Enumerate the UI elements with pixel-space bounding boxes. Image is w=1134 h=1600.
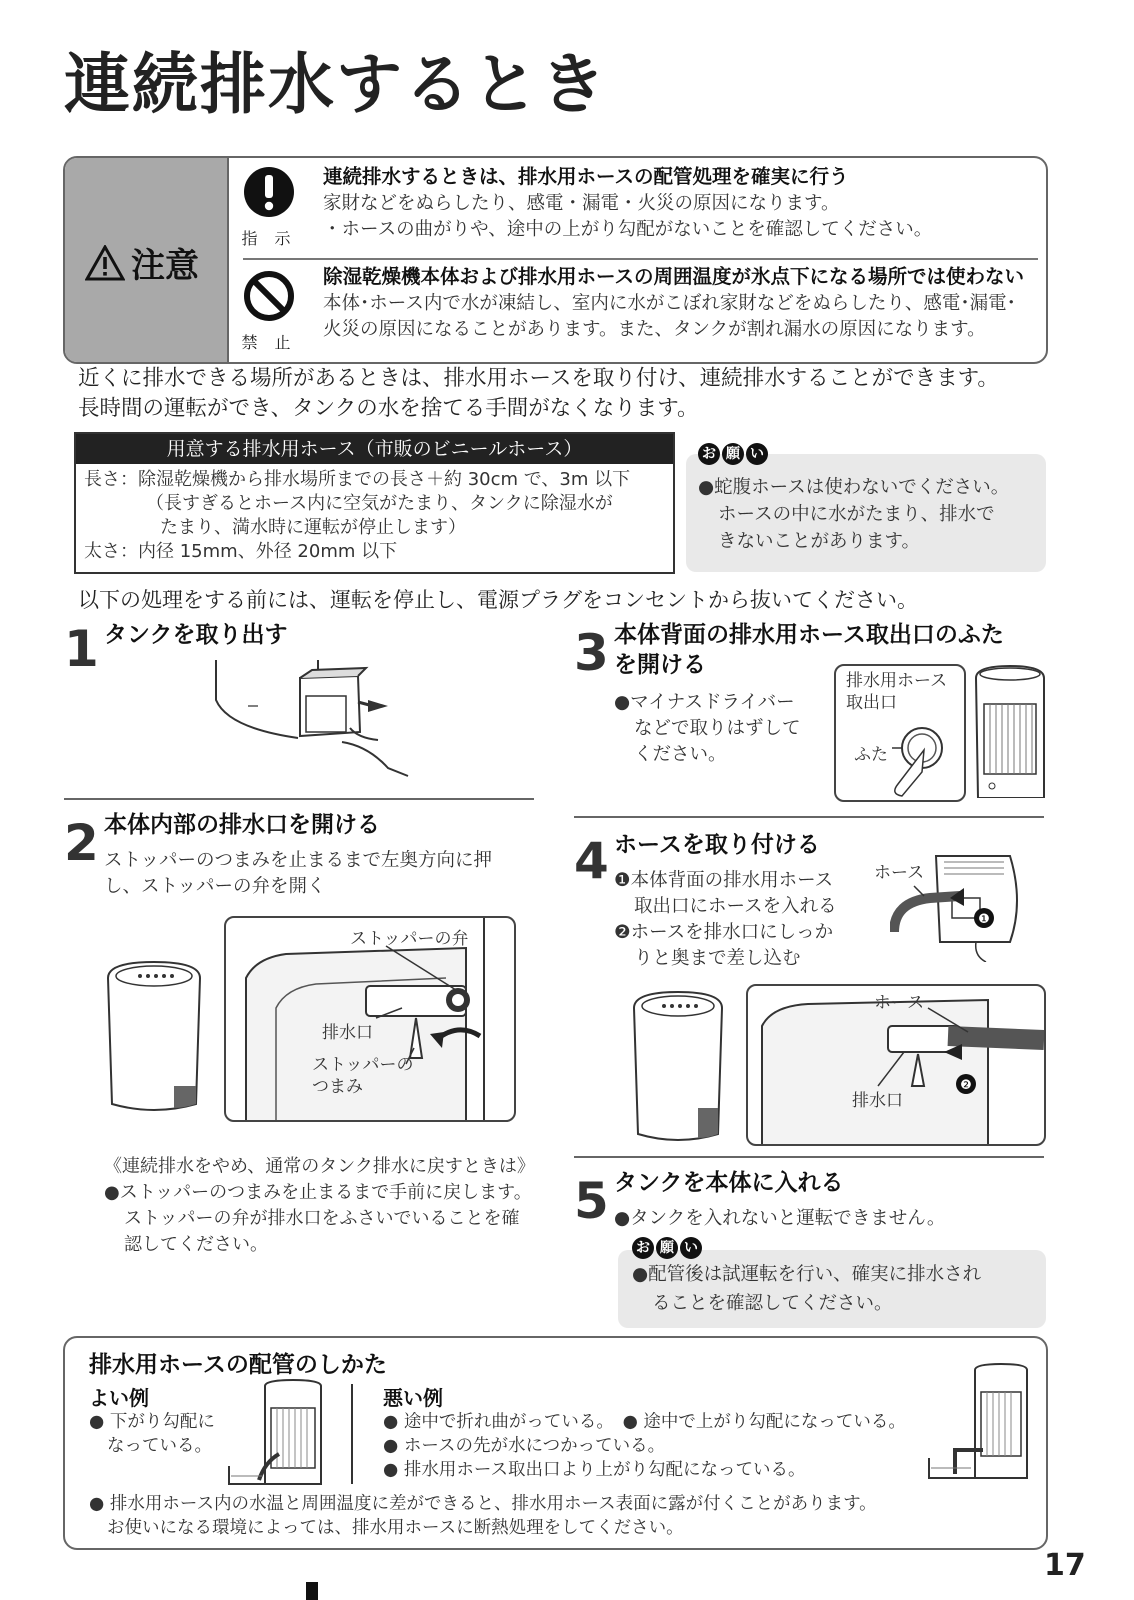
request-note-2 — [618, 1250, 1046, 1328]
instruction-symbol — [237, 166, 301, 249]
bad-example-heading: 悪い例 — [383, 1386, 443, 1410]
dehumidifier-front-illustration-1 — [104, 958, 214, 1118]
step-3-title-line2: を開ける — [614, 652, 706, 678]
step-2-body — [104, 848, 492, 900]
label-hose-top: ホース — [874, 863, 925, 883]
caution-divider — [243, 258, 1038, 260]
hose-spec-header: 用意する排水用ホース（市販のビニールホース） — [76, 434, 673, 464]
revert-line2: ストッパーの弁が排水口をふさいでいることを確 — [124, 1208, 520, 1229]
bad-example-text: ● 途中で折れ曲がっている。 ● 途中で上がり勾配になっている。 ● ホースの先が水につかっている。 ● 排水用ホース取出口より上がり勾配になっている。 — [383, 1412, 906, 1480]
caution-box — [63, 156, 1048, 364]
hose-spec-length: 長さ：除湿乾燥機から排水場所までの長さ＋約 30cm で、3m 以下 — [84, 469, 631, 490]
revert-line1: ●ストッパーのつまみを止まるまで手前に戻します。 — [104, 1182, 532, 1203]
hose-spec-table — [74, 432, 675, 574]
divider-step3 — [574, 816, 1044, 818]
hose-spec-note1: （長すぎるとホース内に空気がたまり、タンクに除湿水が — [146, 493, 613, 514]
good-example-text: ● 下がり勾配に なっている。 — [89, 1412, 215, 1456]
note1-line2: ホースの中に水がたまり、排水で — [718, 504, 995, 525]
step-4-line4: りと奥まで差し込む — [634, 948, 801, 969]
revert-heading: 《連続排水をやめ、通常のタンク排水に戻すときは》 — [104, 1156, 535, 1177]
step-5-body: ●タンクを入れないと運転できません。 — [614, 1208, 946, 1229]
good-example-illustration — [225, 1378, 335, 1488]
bad-example-illustration — [925, 1362, 1035, 1482]
step-2-revert-note — [104, 1154, 535, 1258]
prohibition-icon — [243, 270, 295, 322]
caution-item-2-line2: 火災の原因になることがあります。また、タンクが割れ漏水の原因になります。 — [323, 319, 986, 340]
hose-spec-thickness: 太さ：内径 15mm、外径 20mm 以下 — [84, 541, 398, 562]
caution-label: 注意 — [131, 246, 199, 286]
divider-step1 — [64, 798, 534, 800]
step-4-title: ホースを取り付ける — [614, 832, 820, 858]
caution-item-2 — [323, 264, 1024, 343]
page-number: 17 — [1044, 1548, 1086, 1583]
intro-line1: 近くに排水できる場所があるときは、排水用ホースを取り付け、連続排水することができます。 — [78, 366, 999, 391]
step-2-line1: ストッパーのつまみを止まるまで左奥方向に押 — [104, 850, 492, 871]
hose-connection-detail-panel — [746, 984, 1046, 1146]
request-note-1 — [686, 454, 1046, 572]
drain-valve-detail-panel — [224, 916, 516, 1122]
note1-line3: きないことがあります。 — [718, 531, 921, 552]
step-2-number: 2 — [64, 814, 99, 872]
step-3-body — [614, 690, 801, 768]
step-3-line3: ください。 — [634, 744, 727, 765]
step-4-number: 4 — [574, 832, 609, 890]
hose-outlet-lid-panel — [834, 664, 966, 802]
step-2-title: 本体内部の排水口を開ける — [104, 812, 380, 838]
onegai-badge-2: お 願 い — [632, 1237, 702, 1259]
label-drain-outlet: 排水口 — [322, 1023, 373, 1043]
dehumidifier-back-illustration — [970, 664, 1046, 798]
label-hose-outlet: 排水用ホース 取出口 — [846, 671, 948, 713]
caution-item-1-line2: ・ホースの曲がりや、途中の上がり勾配がないことを確認してください。 — [323, 219, 933, 240]
tank-removal-illustration — [208, 656, 428, 786]
piping-guide-box — [63, 1336, 1048, 1550]
pre-step-instruction: 以下の処理をする前には、運転を停止し、電源プラグをコンセントから抜いてください。 — [78, 588, 918, 612]
note2-line1: ●配管後は試運転を行い、確実に排水され — [632, 1264, 982, 1285]
step-3-line1: ●マイナスドライバー — [614, 692, 795, 713]
label-stopper-knob: ストッパーの つまみ — [312, 1055, 414, 1097]
hose-insert-mark: ❶ — [978, 912, 990, 927]
label-stopper-valve: ストッパーの弁 — [350, 929, 469, 949]
step-3-number: 3 — [574, 624, 609, 682]
caution-item-2-line1: 本体･ホース内で水が凍結し、室内に水がこぼれ家財などをぬらしたり、感電･漏電･ — [323, 293, 1016, 314]
step-4-line2: 取出口にホースを入れる — [634, 896, 837, 917]
label-lid: ふた — [854, 745, 888, 765]
prohibition-symbol — [237, 270, 301, 353]
step-2-line2: し、ストッパーの弁を開く — [104, 876, 326, 897]
warning-triangle-icon — [85, 245, 125, 281]
hose-insertion-illustration — [890, 852, 1040, 962]
caution-label-panel — [65, 158, 229, 362]
dehumidifier-front-illustration-2 — [630, 988, 730, 1148]
piping-divider — [351, 1384, 353, 1484]
step-5-title: タンクを本体に入れる — [614, 1170, 844, 1196]
label-drain-outlet-detail: 排水口 — [852, 1091, 903, 1111]
good-example-heading: よい例 — [89, 1386, 149, 1410]
lid-closeup-illustration — [836, 666, 964, 800]
step-3-title-line1: 本体背面の排水用ホース取出口のふた — [614, 622, 1004, 648]
step-4-line3: ❷ホースを排水口にしっか — [614, 922, 834, 943]
onegai-badge-1: お 願 い — [698, 443, 768, 465]
step-4-line1: ❶本体背面の排水用ホース — [614, 870, 834, 891]
label-hose-detail: ホース — [874, 993, 925, 1013]
step-3-line2: などで取りはずして — [634, 718, 801, 739]
step-1-number: 1 — [64, 620, 99, 678]
divider-step4 — [574, 1156, 1044, 1158]
piping-guide-title: 排水用ホースの配管のしかた — [89, 1352, 387, 1378]
hose-spec-note2: たまり、満水時に運転が停止します） — [160, 517, 466, 538]
caution-item-1-heading: 連続排水するときは、排水用ホースの配管処理を確実に行う — [323, 165, 849, 188]
prohibition-label: 禁 止 — [241, 333, 297, 352]
step-5-number: 5 — [574, 1172, 609, 1230]
instruction-label: 指 示 — [241, 229, 297, 248]
caution-item-2-heading: 除湿乾燥機本体および排水用ホースの周囲温度が氷点下になる場所では使わない — [323, 265, 1025, 288]
note1-line1: ●蛇腹ホースは使わないでください。 — [698, 477, 1010, 498]
piping-footnote: ● 排水用ホース内の水温と周囲温度に差ができると、排水用ホース表面に露が付くことがあります。 お使いになる環境によっては、排水用ホースに断熱処理をしてください。 — [89, 1494, 877, 1538]
step-4-body — [614, 868, 837, 972]
intro-text — [78, 364, 999, 424]
exclamation-icon — [243, 166, 295, 218]
page-edge-mark — [306, 1582, 318, 1600]
caution-item-1 — [323, 164, 932, 243]
page-title: 連続排水するとき — [64, 46, 608, 123]
hose-push-mark: ❷ — [960, 1078, 972, 1093]
revert-line3: 認してください。 — [124, 1234, 268, 1255]
caution-item-1-line1: 家財などをぬらしたり、感電・漏電・火災の原因になります。 — [323, 193, 840, 214]
intro-line2: 長時間の運転ができ、タンクの水を捨てる手間がなくなります。 — [78, 396, 699, 421]
step-1-title: タンクを取り出す — [104, 622, 288, 648]
note2-line2: ることを確認してください。 — [652, 1293, 893, 1314]
